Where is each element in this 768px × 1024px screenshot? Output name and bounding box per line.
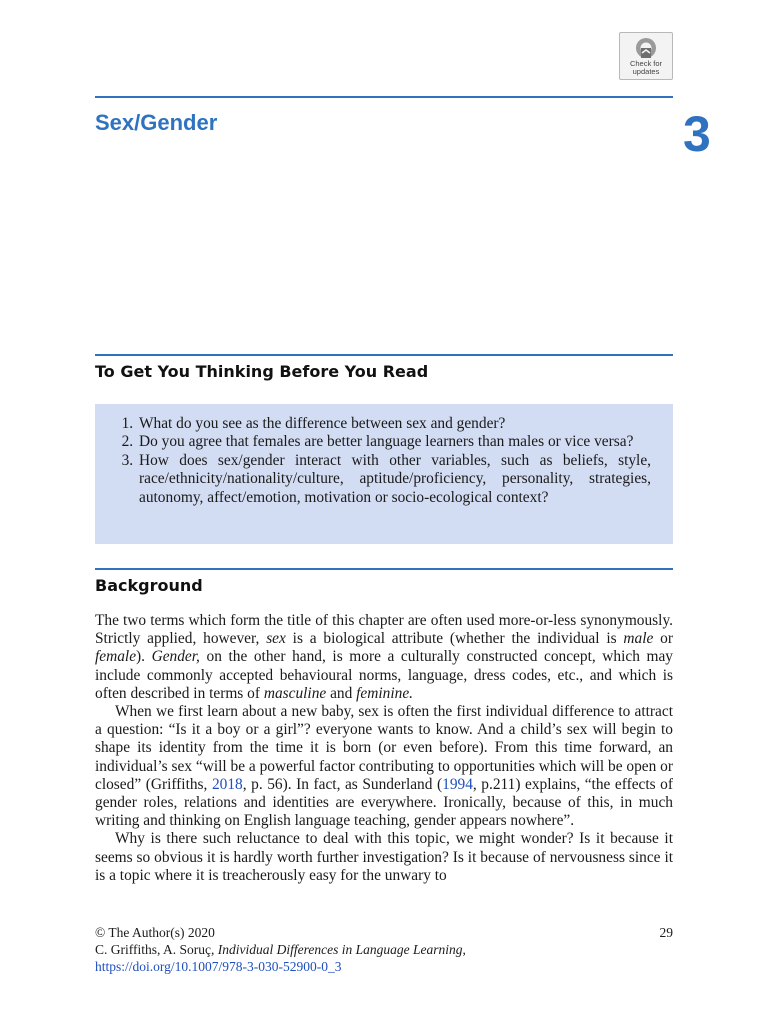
- citation-link-sunderland[interactable]: 1994: [442, 775, 473, 793]
- thinking-heading: To Get You Thinking Before You Read: [95, 362, 429, 381]
- chapter-title: Sex/Gender: [95, 110, 218, 135]
- check-for-updates-badge[interactable]: [619, 32, 673, 80]
- paragraph: When we first learn about a new baby, sex is often the first individual difference to attract a question: “Is it a boy or a girl”? everyone wants to know. And a child’s sex will begin to shape its identity from the time it is born (or even before). From this time forward, an individual’s sex “will be a powerful factor contributing to opportunities which will be open or closed” (Griffiths, 2018, p. 56). In fact, as Sunderland (1994, p.211) explains, “the effects of gender roles, relations and identities are everywhere. Ironically, because of this, in much writing and thinking on English language teaching, gender appears nowhere”.: [95, 703, 674, 830]
- chapter-number: 3: [683, 106, 711, 162]
- question-box: [95, 404, 673, 544]
- doi-link[interactable]: https://doi.org/10.1007/978-3-030-52900-0_3: [95, 959, 342, 974]
- page-footer: [95, 924, 673, 975]
- crossmark-icon: [635, 37, 657, 59]
- section-rule-thinking: [95, 354, 673, 356]
- chapter-top-rule: [95, 96, 673, 98]
- question-item: 1. What do you see as the difference between sex and gender?: [137, 415, 651, 433]
- page-number: 29: [659, 925, 673, 940]
- paragraph: Why is there such reluctance to deal with this topic, we might wonder? Is it because it seems so obvious it is hardly worth further investigation? Is it because of nervousness since it is a topic where it is treacherously easy for the unwary to: [95, 830, 673, 884]
- badge-label: Check for updates: [629, 59, 663, 76]
- citation-link-griffiths[interactable]: 2018: [211, 775, 243, 793]
- body-text: [95, 612, 673, 885]
- question-list: [117, 415, 651, 507]
- section-rule-background: [95, 568, 673, 570]
- question-item: 3. How does sex/gender interact with other variables, such as beliefs, style, race/ethnicity/nationality/culture, aptitude/proficiency, personality, strategies, autonomy, affect/emotion, motivation or socio-ecological context?: [137, 452, 651, 507]
- background-heading: Background: [95, 576, 203, 595]
- citation-line: C. Griffiths, A. Soruç, Individual Differences in Language Learning,: [95, 942, 466, 957]
- copyright-line: © The Author(s) 2020: [95, 925, 215, 940]
- question-item: 2. Do you agree that females are better language learners than males or vice versa?: [137, 433, 651, 451]
- paragraph: The two terms which form the title of this chapter are often used more-or-less synonymously. Strictly applied, however, sex is a biological attribute (whether the individual is male or female). Gender, on the other hand, is more a culturally constructed concept, which may include commonly accepted behavioural norms, language, dress codes, etc., and which is often described in terms of masculine and feminine.: [95, 612, 673, 702]
